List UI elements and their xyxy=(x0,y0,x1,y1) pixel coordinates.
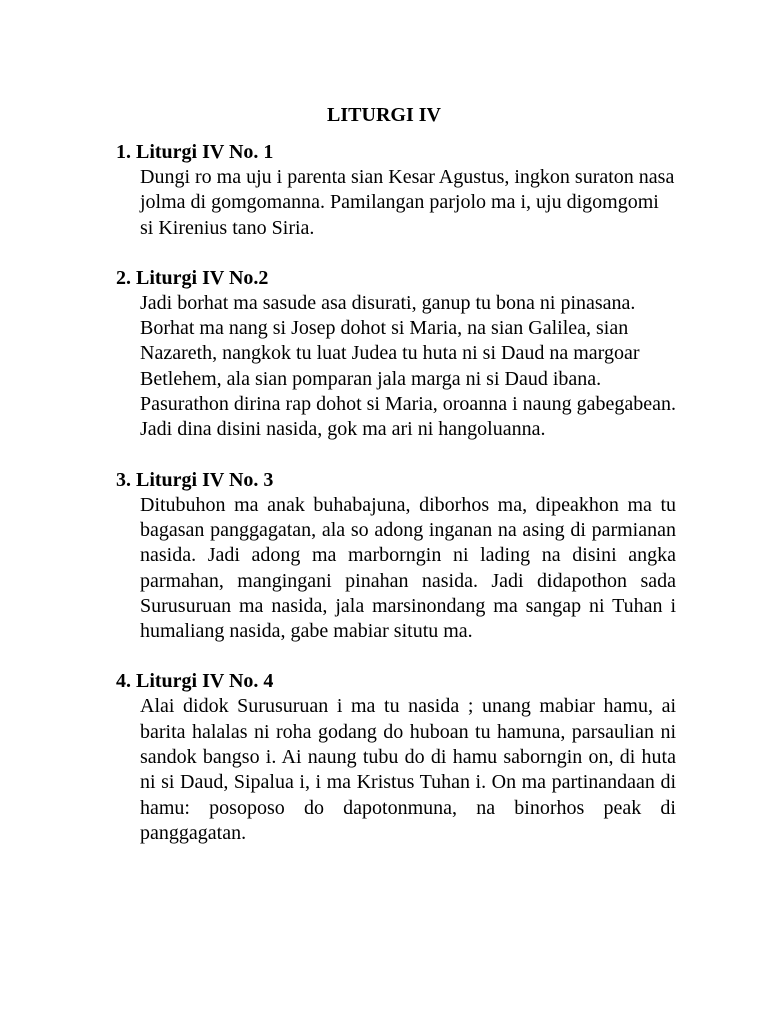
section-heading: 2. Liturgi IV No.2 xyxy=(116,266,269,289)
section-2 xyxy=(116,266,676,443)
section-body: Ditubuhon ma anak buhabajuna, diborhos ma, dipeakhon ma tu bagasan panggagatan, ala so adong inganan na asing di parmianan nasida. Jadi adong ma marborngin ni lading na disini angka parmahan, mangingani pinahan nasida. Jadi didapothon sada Surusuruan ma nasida, jala marsinondang ma sangap ni Tuhan i humaliang nasida, gabe mabiar situtu ma. xyxy=(140,493,676,643)
section-4 xyxy=(116,669,676,846)
section-body: Dungi ro ma uju i parenta sian Kesar Agustus, ingkon suraton nasa jolma di gomgomanna. Pamilangan parjolo ma i, uju digomgomi si Kirenius tano Siria. xyxy=(140,166,675,239)
section-heading: 1. Liturgi IV No. 1 xyxy=(116,141,274,163)
document-title: LITURGI IV xyxy=(327,104,441,126)
section-3 xyxy=(116,468,676,645)
section-list xyxy=(116,140,676,871)
section-body: Jadi borhat ma sasude asa disurati, ganup tu bona ni pinasana. Borhat ma nang si Josep dohot si Maria, na sian Galilea, sian Nazareth, nangkok tu luat Judea tu huta ni si Daud na margoar Betlehem, ala sian pomparan jala marga ni si Daud ibana. Pasurathon dirina rap dohot si Maria, oroanna i naung gabegabean. Jadi dina disini nasida, gok ma ari ni hangoluanna. xyxy=(140,291,676,441)
section-heading: 4. Liturgi IV No. 4 xyxy=(116,670,274,693)
section-body: Alai didok Surusuruan i ma tu nasida ; unang mabiar hamu, ai barita halalas ni roha godang do huboan tu hamuna, parsaulian ni sandok bangso i. Ai naung tubu do di hamu saborngin on, di huta ni si Daud, Sipalua i, i ma Kristus Tuhan i. On ma partinandaan di hamu: posoposo do dapotonmuna, na binorhos peak di panggagatan. xyxy=(140,695,676,844)
section-heading: 3. Liturgi IV No. 3 xyxy=(116,468,274,491)
section-1 xyxy=(116,140,676,241)
